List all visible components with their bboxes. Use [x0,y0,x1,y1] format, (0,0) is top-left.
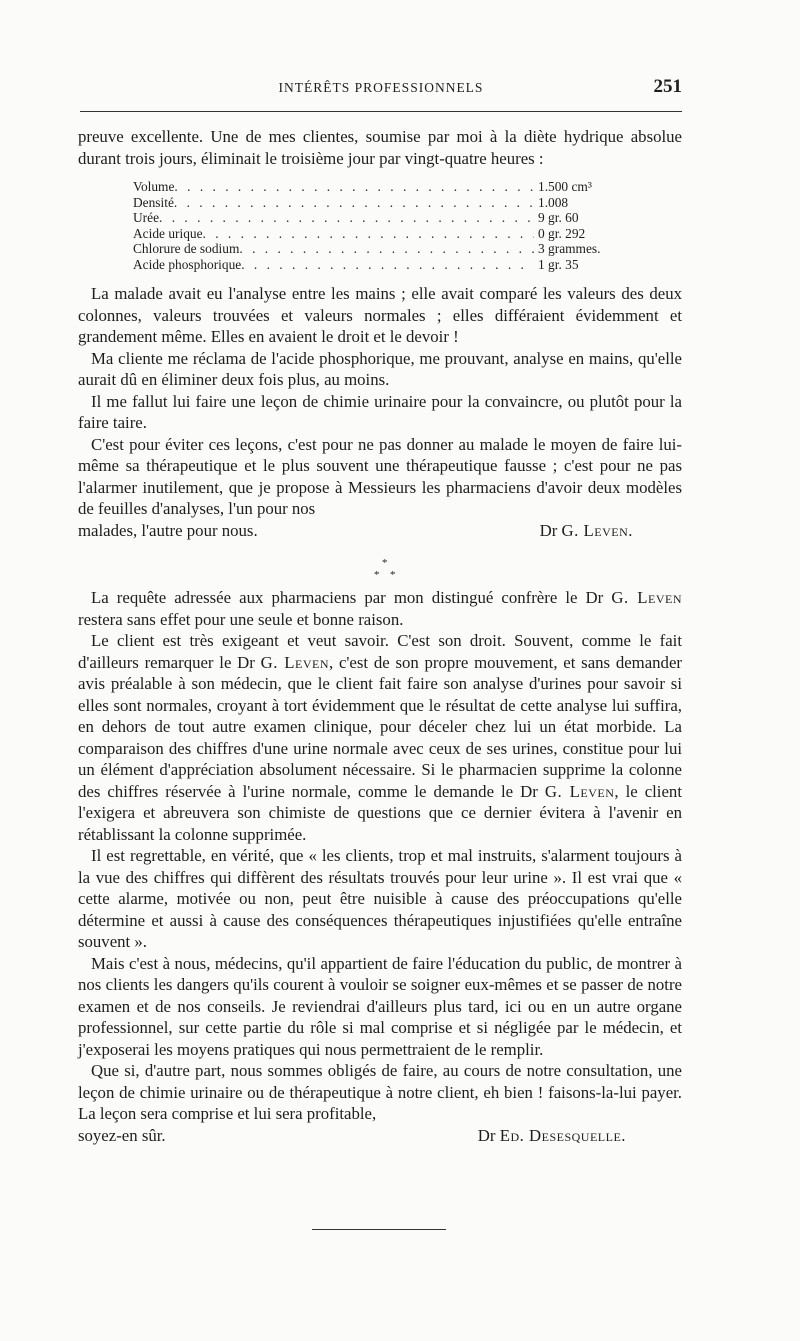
signature-leven [540,520,633,542]
header-rule [80,111,682,112]
dot-leader [239,241,534,257]
paragraph: Il me fallut lui faire une leçon de chimie urinaire pour la convaincre, ou plutôt pour la faire taire. [78,391,682,432]
analysis-label: Acide phosphorique [133,256,242,272]
person-name: G. Leven [544,781,615,801]
dot-leader [159,210,534,226]
analysis-row [133,210,623,226]
signature-name: Ed. Desesquelle. [499,1125,626,1145]
asterism [78,545,682,585]
paragraph-last-line: soyez-en sûr. [78,1125,166,1145]
text-run: La requête adressée aux pharmaciens par mon distingué confrère le [91,588,586,607]
paragraph-last-line: malades, l'autre pour nous. [78,520,258,540]
analysis-value: 0 gr. 292 [538,225,586,241]
page-number: 251 [653,76,682,97]
analysis-value: 1.500 cm³ [538,179,592,194]
title-abbrev: Dr [585,588,604,607]
paragraph: Il est regrettable, en vérité, que « les clients, trop et mal instruits, s'alarment toujours à la vue des chiffres qui diffèrent des résultats trouvés pour leur urine ». Il est vrai que « cette alarme, motivée ou non, peut être nuisible à cause des préoccupations qu'elle détermine et aussi à cause des conséquences thérapeutiques injustifiées qu'elle entraîne souvent ». [78,846,682,951]
analysis-label: Densité [133,194,174,210]
asterism-star: * [374,569,380,581]
paragraph: C'est pour éviter ces leçons, c'est pour ne pas donner au malade le moyen de faire lui-même sa thérapeutique et le plus souvent une thérapeutique fausse ; c'est pour ne pas l'alarmer inutilement, que je propose à Messieurs les pharmaciens d'avoir deux modèles de feuilles d'analyses, l'un pour nos [78,434,682,518]
text-run: , c'est de son propre mouvement, et sans demander avis préalable à son médecin, que le client fait faire son analyse d'urines pour savoir si elles sont normales, croyant à tort évidemment que le résultat de cette analyse lui suffira, en dehors de tout autre examen clinique, pour déceler chez lui un état morbide. La comparaison des chiffres d'une urine normale avec ceux de ses urines, constitue pour lui un élément d'appréciation absolument nécessaire. Si le pharmacien supprime la colonne des chiffres réservée à l'urine normale, comme le demande le [78,652,682,801]
analysis-row [133,257,623,273]
analysis-row [133,195,623,211]
analysis-row [133,179,623,195]
text-run: Le client est très exigeant et veut savoir. C'est son droit. Souvent, comme le fait d'ailleurs remarquer le [78,631,682,672]
paragraph [78,630,682,845]
page-header [80,76,682,100]
analysis-label: Acide urique [133,225,203,241]
title-abbrev: Dr [520,781,538,801]
signature-name: G. Leven. [561,520,633,540]
dot-leader [174,195,534,211]
signature-line [78,520,682,542]
running-title: INTÉRÊTS PROFESSIONNELS [278,80,484,95]
dot-leader [174,179,534,195]
person-name: G. Leven [260,652,329,672]
title-abbrev: Dr [237,652,255,672]
analysis-value: 1.008 [538,194,569,210]
asterism-star: * [382,557,388,569]
paragraph: preuve excellente. Une de mes clientes, soumise par moi à la diète hydrique absolue durant trois jours, éliminait le troisième jour par vingt-quatre heures : [78,127,682,168]
urine-analysis-table [133,179,623,272]
paragraph [78,587,682,630]
end-rule [312,1229,446,1230]
dot-leader [241,257,534,273]
analysis-value: 3 grammes. [538,241,601,256]
person-name: G. Leven [611,588,682,607]
paragraph: Ma cliente me réclama de l'acide phosphorique, me prouvant, analyse en mains, qu'elle aurait dû en éliminer deux fois plus, au moins. [78,348,682,389]
signature-title: Dr [477,1125,496,1145]
dot-leader [203,226,534,242]
signature-title: Dr [539,520,558,540]
signature-desesquelle [478,1125,626,1147]
text-run: , le client l'exigera et abreuvera son chimiste de questions que ce dernier évitera à l'avenir en rétablissant la colonne supprimée. [78,781,682,844]
paragraph: La malade avait eu l'analyse entre les mains ; elle avait comparé les valeurs des deux colonnes, valeurs trouvées et valeurs normales ; elles différaient évidemment et grandement même. Elles en avaient le droit et le devoir ! [78,284,682,346]
analysis-label: Chlorure de sodium [133,241,240,256]
analysis-value: 1 gr. 35 [538,256,579,272]
article-body [78,126,682,1146]
analysis-label: Volume [133,179,175,194]
signature-line [78,1125,682,1147]
analysis-row [133,226,623,242]
paragraph: Que si, d'autre part, nous sommes obligés de faire, au cours de notre consultation, une leçon de chimie urinaire ou de thérapeutique à notre client, eh bien ! faisons-la-lui payer. La leçon sera comprise et lui sera profitable, [78,1061,682,1123]
analysis-row [133,241,623,257]
text-run: restera sans effet pour une seule et bonne raison. [78,609,404,629]
analysis-value: 9 gr. 60 [538,210,579,225]
analysis-label: Urée [133,210,160,225]
asterism-star: * [390,569,396,581]
paragraph: Mais c'est à nous, médecins, qu'il appartient de faire l'éducation du public, de montrer à nos clients les dangers qu'ils courent à vouloir se soigner eux-mêmes et se passer de notre examen et de nos conseils. Je reviendrai d'ailleurs plus tard, ici ou en un autre organe professionnel, sur cette partie du rôle si mal comprise et si négligée par le médecin, et j'exposerai les moyens pratiques qui nous permettraient de le remplir. [78,953,682,1059]
